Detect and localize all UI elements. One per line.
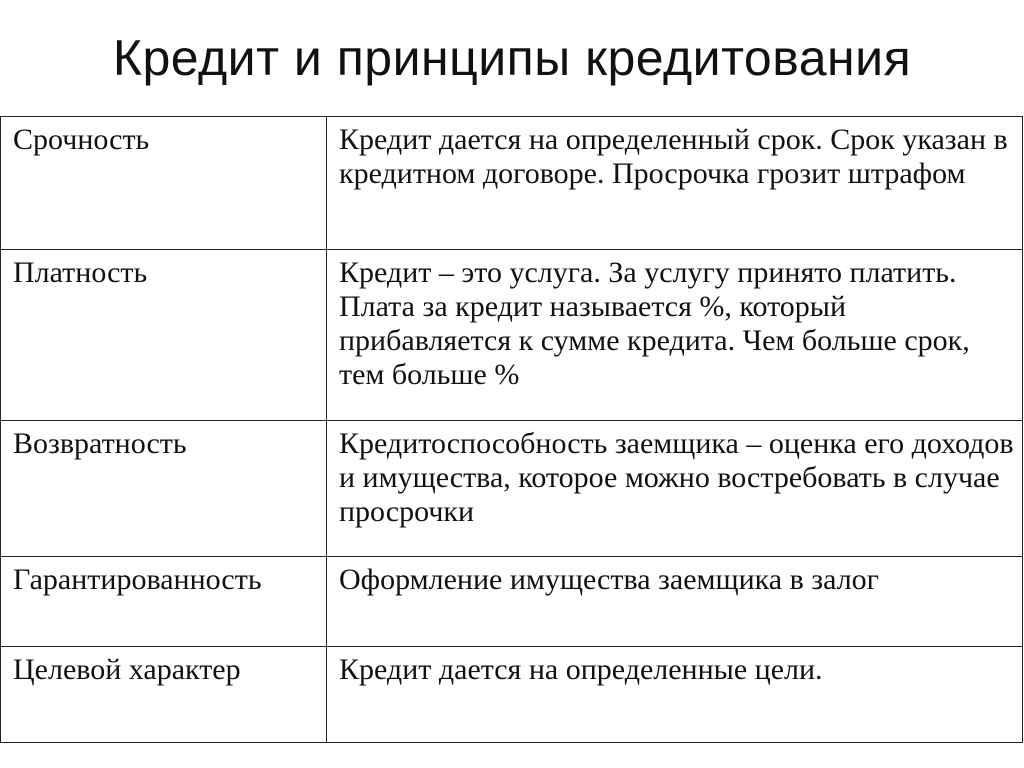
principles-table: [0, 116, 1023, 743]
table-row: [1, 557, 1023, 647]
table-row: [1, 647, 1023, 743]
principle-description: Кредит – это услуга. За услугу принято платить. Плата за кредит называется %, который прибавляется к сумме кредита. Чем больше срок, тем больше %: [327, 250, 1023, 421]
principle-description: Кредит дается на определенные цели.: [327, 647, 1023, 743]
table-row: [1, 250, 1023, 421]
principle-description: Оформление имущества заемщика в залог: [327, 557, 1023, 647]
principle-name: Возвратность: [1, 421, 327, 557]
principle-name: Срочность: [1, 117, 327, 250]
principle-name: Гарантированность: [1, 557, 327, 647]
principle-name: Платность: [1, 250, 327, 421]
table-row: [1, 117, 1023, 250]
page-title: Кредит и принципы кредитования: [112, 30, 912, 86]
principle-name: Целевой характер: [1, 647, 327, 743]
principle-description: Кредит дается на определенный срок. Срок указан в кредитном договоре. Просрочка грозит штрафом: [327, 117, 1023, 250]
table-row: [1, 421, 1023, 557]
principle-description: Кредитоспособность заемщика – оценка его доходов и имущества, которое можно востребовать в случае просрочки: [327, 421, 1023, 557]
